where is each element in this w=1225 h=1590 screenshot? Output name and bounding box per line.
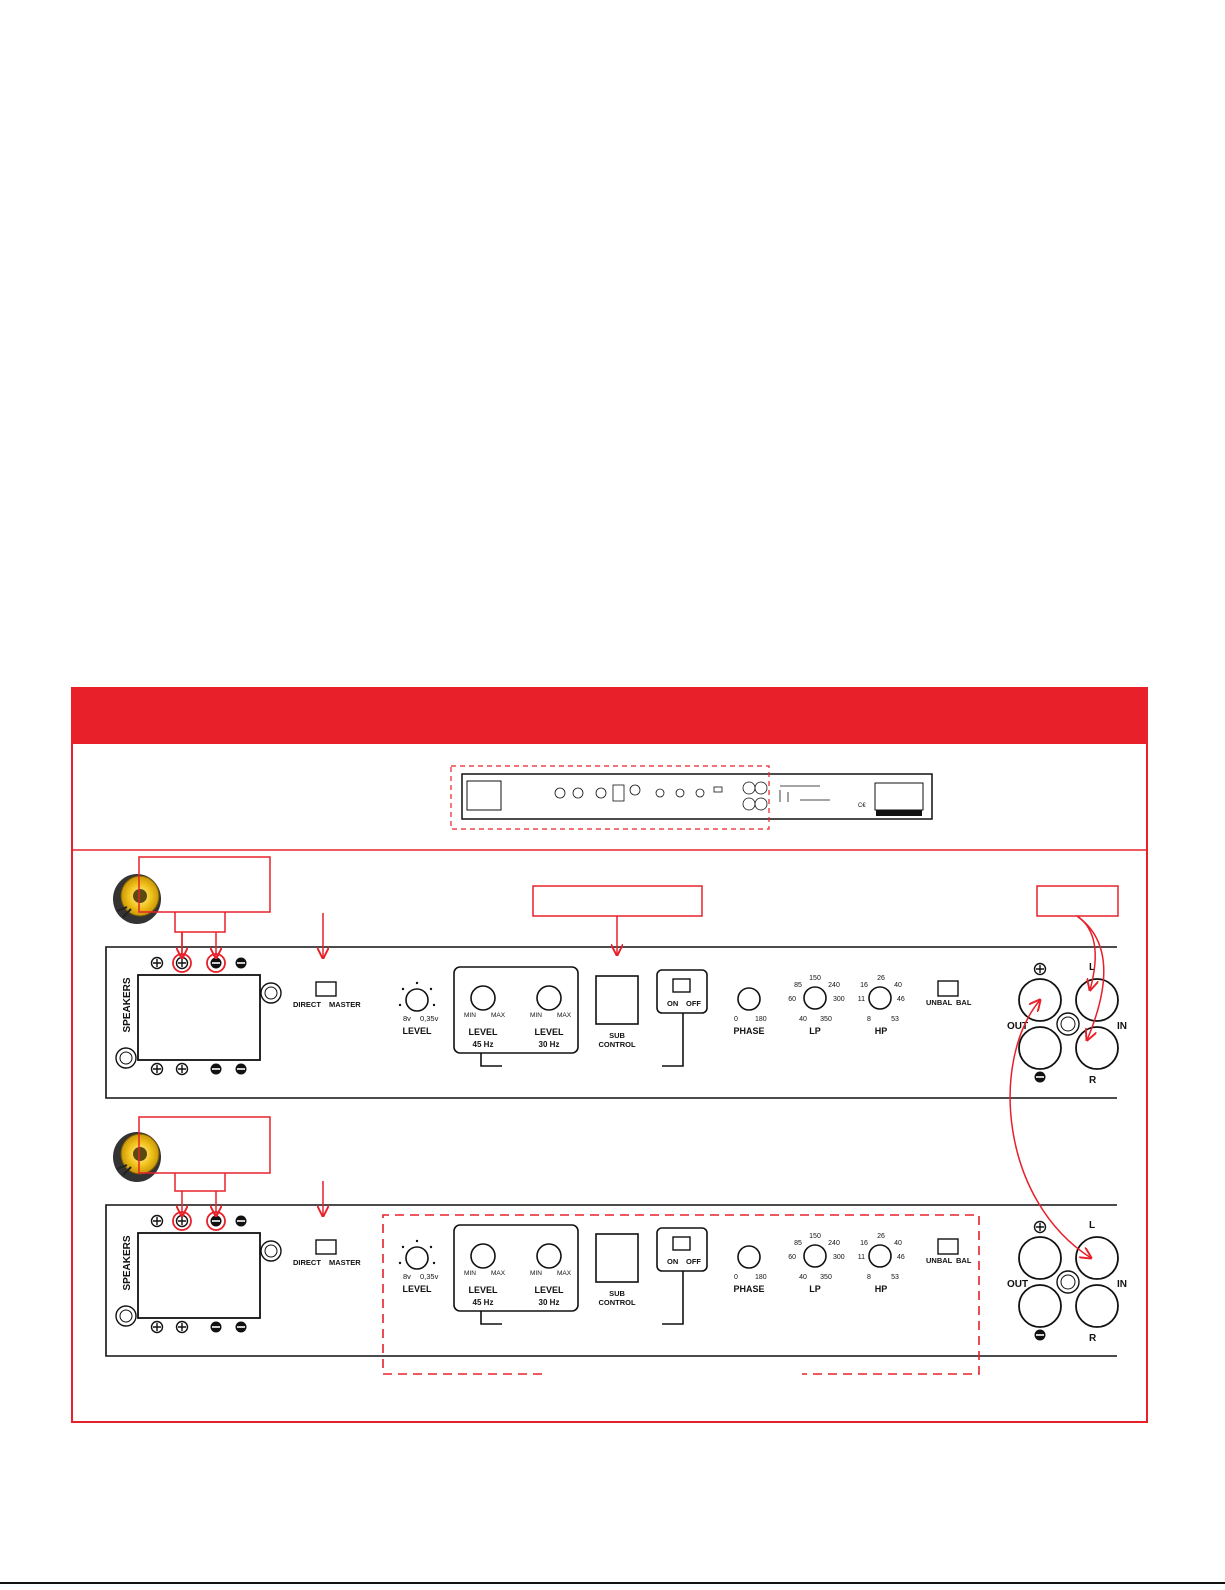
rear-panel-thumbnail <box>462 774 932 819</box>
sub-control-callout-box <box>533 886 702 916</box>
amplifier-panel-1 <box>106 947 1127 1098</box>
input-callout-box <box>1037 886 1118 916</box>
amplifier-panel-2 <box>106 1205 1127 1356</box>
section-header-band <box>71 688 1148 744</box>
page-bottom-rule <box>0 1582 1225 1584</box>
speaker-icon <box>113 874 161 924</box>
svg-text:C€: C€ <box>858 803 866 809</box>
speaker-icon <box>113 1132 161 1182</box>
